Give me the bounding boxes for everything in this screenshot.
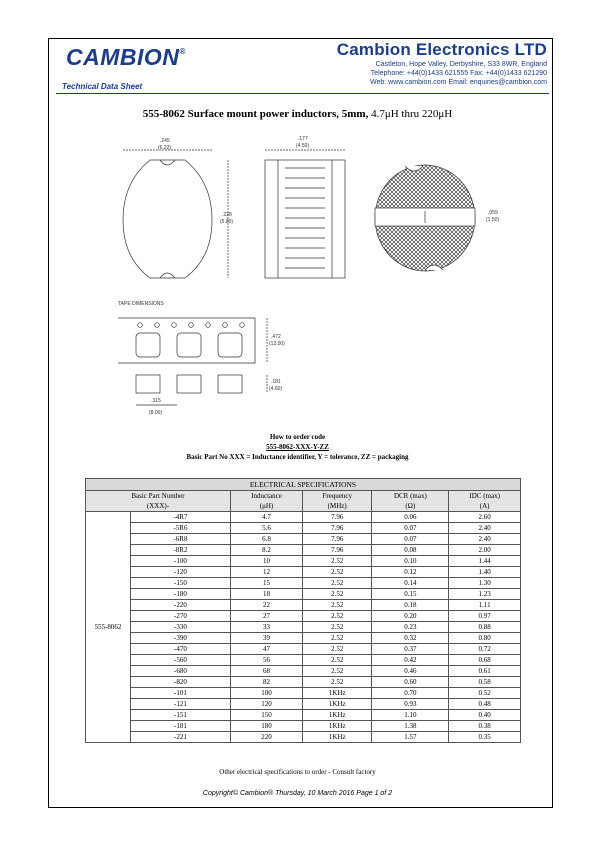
frequency-cell: 2.52 <box>303 578 372 589</box>
dim-side-width-1: .177 <box>298 136 308 142</box>
dim-pad-w-2: (8.00) <box>149 410 163 416</box>
frequency-cell: 1KHz <box>303 688 372 699</box>
frequency-cell: 7.96 <box>303 523 372 534</box>
inductance-cell: 100 <box>230 688 302 699</box>
page-title: 555-8062 Surface mount power inductors, 5mm, 4.7μH thru 220μH <box>142 108 453 120</box>
inductance-cell: 27 <box>230 611 302 622</box>
dcr-cell: 0.23 <box>372 622 449 633</box>
idc-cell: 0.40 <box>449 710 521 721</box>
part-suffix-cell: -101 <box>131 688 231 699</box>
dcr-cell: 0.32 <box>372 633 449 644</box>
dcr-cell: 0.93 <box>372 699 449 710</box>
dcr-cell: 0.07 <box>372 534 449 545</box>
part-suffix-cell: -680 <box>131 666 231 677</box>
part-suffix-cell: -8R2 <box>131 545 231 556</box>
idc-cell: 0.48 <box>449 699 521 710</box>
idc-cell: 1.44 <box>449 556 521 567</box>
dcr-cell: 1.57 <box>372 732 449 743</box>
dcr-cell: 0.08 <box>372 545 449 556</box>
dim-tape-h-2: (12.00) <box>269 341 285 347</box>
frequency-cell: 2.52 <box>303 600 372 611</box>
idc-cell: 2.40 <box>449 534 521 545</box>
dcr-cell: 0.10 <box>372 556 449 567</box>
order-explanation: Basic Part No XXX = Inductance identifier, Y = tolerance, ZZ = packaging <box>186 453 409 461</box>
frequency-cell: 2.52 <box>303 655 372 666</box>
part-suffix-cell: -181 <box>131 721 231 732</box>
idc-cell: 0.58 <box>449 677 521 688</box>
dcr-cell: 0.15 <box>372 589 449 600</box>
dim-body-height-1: .228 <box>222 212 232 218</box>
idc-cell: 0.80 <box>449 633 521 644</box>
table-row <box>86 721 521 732</box>
part-suffix-cell: -150 <box>131 578 231 589</box>
part-suffix-cell: -270 <box>131 611 231 622</box>
idc-cell: 0.72 <box>449 644 521 655</box>
table-row <box>86 666 521 677</box>
inductance-cell: 82 <box>230 677 302 688</box>
dim-body-height-2: (5.80) <box>220 219 234 225</box>
table-row <box>86 699 521 710</box>
idc-cell: 0.38 <box>449 721 521 732</box>
col-header-idc: IDC (max) (A) <box>449 491 521 512</box>
idc-cell: 0.52 <box>449 688 521 699</box>
part-suffix-cell: -560 <box>131 655 231 666</box>
table-row <box>86 545 521 556</box>
order-code: 555-8062-XXX-Y-ZZ <box>266 443 329 451</box>
frequency-cell: 7.96 <box>303 512 372 523</box>
frequency-cell: 2.52 <box>303 556 372 567</box>
col-header-part: Basic Part Number (XXX)- <box>86 491 231 512</box>
part-suffix-cell: -4R7 <box>131 512 231 523</box>
cambion-logo: CAMBION® <box>66 44 186 70</box>
dcr-cell: 0.60 <box>372 677 449 688</box>
inductance-cell: 120 <box>230 699 302 710</box>
dcr-cell: 0.18 <box>372 600 449 611</box>
spec-table-body <box>86 512 521 743</box>
table-row <box>86 644 521 655</box>
part-suffix-cell: -390 <box>131 633 231 644</box>
section-view <box>375 165 475 271</box>
company-phone: Telephone: +44(0)1433 621555 Fax: +44(0)1433 621290 <box>370 70 547 77</box>
tape-view <box>118 318 267 405</box>
spec-table-caption: ELECTRICAL SPECIFICATIONS <box>86 479 521 491</box>
order-info <box>0 432 595 462</box>
dim-pad-h-2: (4.60) <box>269 386 283 392</box>
inductance-cell: 68 <box>230 666 302 677</box>
dcr-cell: 0.70 <box>372 688 449 699</box>
dcr-cell: 0.14 <box>372 578 449 589</box>
table-row <box>86 633 521 644</box>
frequency-cell: 1KHz <box>303 699 372 710</box>
col-header-frequency: Frequency (MHz) <box>303 491 372 512</box>
frequency-cell: 1KHz <box>303 732 372 743</box>
frequency-cell: 2.52 <box>303 611 372 622</box>
copyright: Copyright© Cambion® Thursday, 10 March 2016 Page 1 of 2 <box>202 790 393 797</box>
footnote: Other electrical specifications to order - Consult factory <box>219 768 376 776</box>
company-address: Castleton, Hope Valley, Derbyshire, S33 8WR, England <box>375 61 547 68</box>
frequency-cell: 7.96 <box>303 534 372 545</box>
company-web: Web: www.cambion.com Email: enquiries@cambion.com <box>370 79 547 86</box>
inductance-cell: 8.2 <box>230 545 302 556</box>
table-row <box>86 655 521 666</box>
top-view <box>123 150 228 278</box>
idc-cell: 0.88 <box>449 622 521 633</box>
col-header-inductance: Inductance (μH) <box>230 491 302 512</box>
part-suffix-cell: -470 <box>131 644 231 655</box>
dcr-cell: 0.06 <box>372 512 449 523</box>
idc-cell: 0.68 <box>449 655 521 666</box>
dcr-cell: 0.46 <box>372 666 449 677</box>
part-suffix-cell: -100 <box>131 556 231 567</box>
idc-cell: 1.40 <box>449 567 521 578</box>
dim-core-1: .059 <box>488 210 498 216</box>
table-row <box>86 688 521 699</box>
dcr-cell: 1.38 <box>372 721 449 732</box>
part-suffix-cell: -151 <box>131 710 231 721</box>
frequency-cell: 2.52 <box>303 644 372 655</box>
tape-dimensions-label: TAPE DIMENSIONS <box>118 301 164 307</box>
frequency-cell: 2.52 <box>303 666 372 677</box>
frequency-cell: 2.52 <box>303 622 372 633</box>
idc-cell: 2.60 <box>449 512 521 523</box>
inductance-cell: 220 <box>230 732 302 743</box>
idc-cell: 0.97 <box>449 611 521 622</box>
frequency-cell: 7.96 <box>303 545 372 556</box>
dcr-cell: 0.20 <box>372 611 449 622</box>
doc-type-label: Technical Data Sheet <box>62 82 143 91</box>
basic-part-cell: 555-8062 <box>86 512 131 743</box>
frequency-cell: 1KHz <box>303 710 372 721</box>
frequency-cell: 1KHz <box>303 721 372 732</box>
part-suffix-cell: -6R8 <box>131 534 231 545</box>
table-row <box>86 677 521 688</box>
part-suffix-cell: -180 <box>131 589 231 600</box>
inductance-cell: 6.8 <box>230 534 302 545</box>
part-suffix-cell: -220 <box>131 600 231 611</box>
frequency-cell: 2.52 <box>303 589 372 600</box>
table-row <box>86 600 521 611</box>
col-header-dcr: DCR (max) (Ω) <box>372 491 449 512</box>
table-row <box>86 710 521 721</box>
part-suffix-cell: -221 <box>131 732 231 743</box>
inductance-cell: 12 <box>230 567 302 578</box>
idc-cell: 1.23 <box>449 589 521 600</box>
order-heading: How to order code <box>269 433 326 441</box>
dcr-cell: 0.07 <box>372 523 449 534</box>
idc-cell: 0.61 <box>449 666 521 677</box>
inductance-cell: 22 <box>230 600 302 611</box>
side-view <box>265 150 345 278</box>
dcr-cell: 1.10 <box>372 710 449 721</box>
inductance-cell: 47 <box>230 644 302 655</box>
idc-cell: 2.00 <box>449 545 521 556</box>
inductance-cell: 33 <box>230 622 302 633</box>
table-row <box>86 567 521 578</box>
frequency-cell: 2.52 <box>303 677 372 688</box>
dim-pad-w-1: .315 <box>151 398 161 404</box>
table-row <box>86 512 521 523</box>
table-row <box>86 556 521 567</box>
inductance-cell: 5.6 <box>230 523 302 534</box>
idc-cell: 0.35 <box>449 732 521 743</box>
dim-top-width-1: .245 <box>160 138 170 144</box>
frequency-cell: 2.52 <box>303 567 372 578</box>
frequency-cell: 2.52 <box>303 633 372 644</box>
table-row <box>86 622 521 633</box>
table-row <box>86 589 521 600</box>
part-suffix-cell: -330 <box>131 622 231 633</box>
dim-core-2: (1.50) <box>486 217 500 223</box>
electrical-spec-table <box>85 478 521 743</box>
inductance-cell: 56 <box>230 655 302 666</box>
inductance-cell: 10 <box>230 556 302 567</box>
inductance-cell: 39 <box>230 633 302 644</box>
part-suffix-cell: -820 <box>131 677 231 688</box>
inductance-cell: 150 <box>230 710 302 721</box>
inductance-cell: 18 <box>230 589 302 600</box>
table-row <box>86 534 521 545</box>
dim-top-width-2: (6.22) <box>158 145 172 151</box>
dim-side-width-2: (4.50) <box>296 143 310 149</box>
table-row <box>86 611 521 622</box>
table-row <box>86 732 521 743</box>
inductance-cell: 180 <box>230 721 302 732</box>
company-name: Cambion Electronics LTD <box>336 40 547 59</box>
dcr-cell: 0.12 <box>372 567 449 578</box>
dim-tape-h-1: .472 <box>271 334 281 340</box>
part-suffix-cell: -120 <box>131 567 231 578</box>
inductance-cell: 4.7 <box>230 512 302 523</box>
dim-pad-h-1: .181 <box>271 379 281 385</box>
table-row <box>86 578 521 589</box>
part-suffix-cell: -121 <box>131 699 231 710</box>
idc-cell: 1.30 <box>449 578 521 589</box>
dcr-cell: 0.37 <box>372 644 449 655</box>
idc-cell: 2.40 <box>449 523 521 534</box>
part-suffix-cell: -5R6 <box>131 523 231 534</box>
idc-cell: 1.11 <box>449 600 521 611</box>
dcr-cell: 0.42 <box>372 655 449 666</box>
table-row <box>86 523 521 534</box>
inductance-cell: 15 <box>230 578 302 589</box>
